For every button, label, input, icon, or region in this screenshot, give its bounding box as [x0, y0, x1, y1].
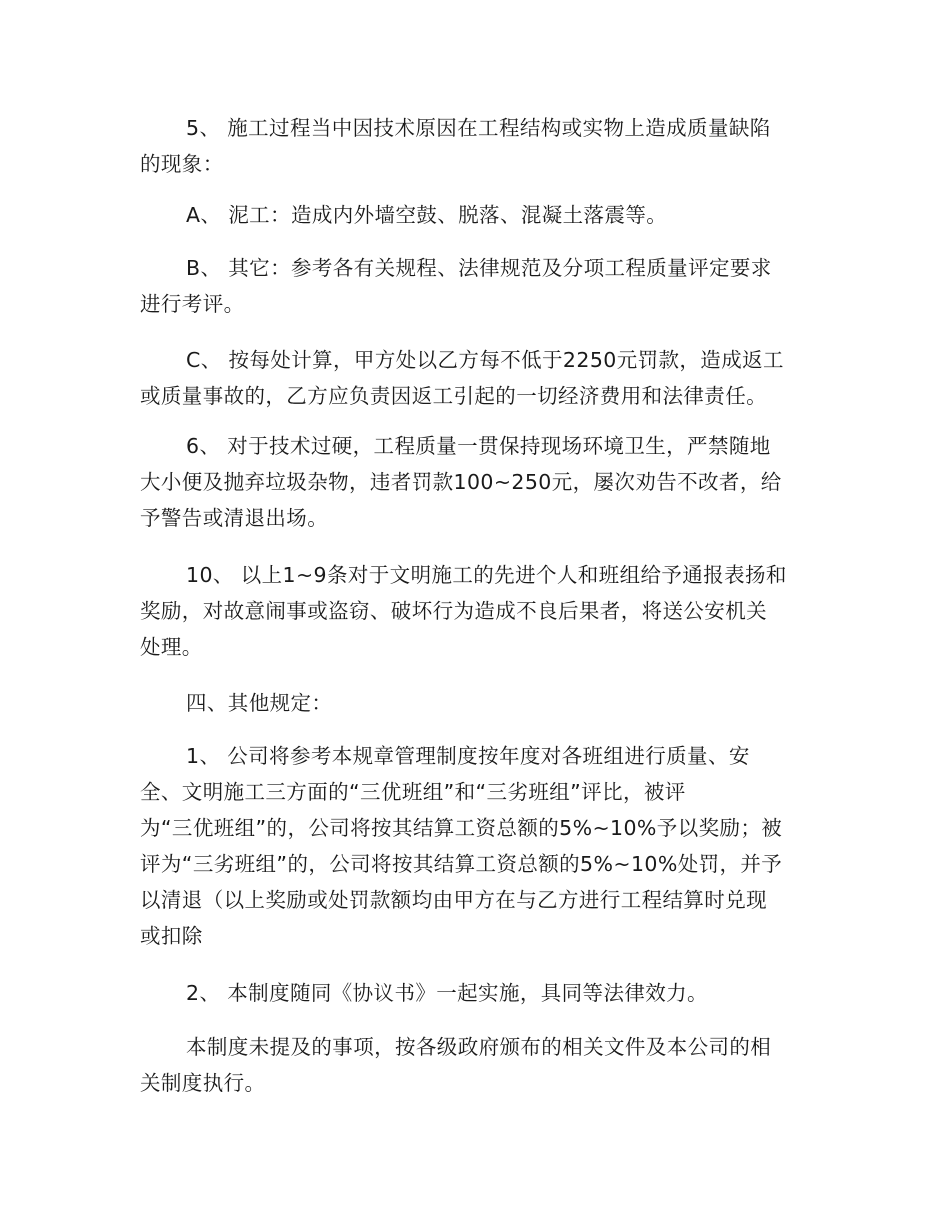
text-line: 进行考评。 — [140, 292, 245, 316]
text-line: B、 其它：参考各有关规程、法律规范及分项工程质量评定要求 — [186, 256, 772, 280]
text-line: C、 按每处计算，甲方处以乙方每不低于2250元罚款，造成返工 — [186, 348, 784, 372]
paragraph-item-4-1 — [140, 738, 810, 954]
text-line: 或质量事故的，乙方应负责因返工引起的一切经济费用和法律责任。 — [140, 384, 767, 408]
paragraph-item-6 — [140, 428, 810, 536]
text-line: 予警告或清退出场。 — [140, 506, 329, 530]
paragraph-item-4-2 — [140, 975, 810, 1011]
text-line: 或扣除 — [140, 924, 203, 948]
text-line: 6、 对于技术过硬，工程质量一贯保持现场环境卫生，严禁随地 — [186, 434, 771, 458]
paragraph-item-10 — [140, 557, 810, 665]
text-line: 全、文明施工三方面的“三优班组”和“三劣班组”评比，被评 — [140, 780, 686, 804]
text-line: 四、其他规定： — [186, 691, 333, 715]
text-line: 评为“三劣班组”的，公司将按其结算工资总额的5%~10%处罚，并予 — [140, 852, 783, 876]
text-line: 以清退（以上奖励或处罚款额均由甲方在与乙方进行工程结算时兑现 — [140, 888, 767, 912]
paragraph-item-5 — [140, 110, 810, 182]
text-line: 处理。 — [140, 635, 203, 659]
paragraph-closing — [140, 1029, 810, 1101]
text-line: 本制度未提及的事项，按各级政府颁布的相关文件及本公司的相 — [186, 1035, 772, 1059]
text-line: 1、 公司将参考本规章管理制度按年度对各班组进行质量、安 — [186, 744, 750, 768]
text-line: 5、 施工过程当中因技术原因在工程结构或实物上造成质量缺陷 — [186, 116, 771, 140]
text-line: 大小便及抛弃垃圾杂物，违者罚款100~250元，屡次劝告不改者，给 — [140, 470, 782, 494]
text-line: 2、 本制度随同《协议书》一起实施，具同等法律效力。 — [186, 981, 708, 1005]
text-line: 10、 以上1~9条对于文明施工的先进个人和班组给予通报表扬和 — [186, 563, 787, 587]
text-line: 的现象： — [140, 152, 224, 176]
paragraph-item-c — [140, 342, 810, 414]
section-heading-other-rules — [140, 685, 810, 721]
text-line: 奖励，对故意闹事或盗窃、破坏行为造成不良后果者，将送公安机关 — [140, 599, 767, 623]
text-line: A、 泥工：造成内外墙空鼓、脱落、混凝土落震等。 — [186, 203, 668, 227]
text-line: 关制度执行。 — [140, 1071, 266, 1095]
paragraph-item-a — [140, 197, 810, 233]
text-line: 为“三优班组”的，公司将按其结算工资总额的5%~10%予以奖励；被 — [140, 816, 783, 840]
paragraph-item-b — [140, 250, 810, 322]
